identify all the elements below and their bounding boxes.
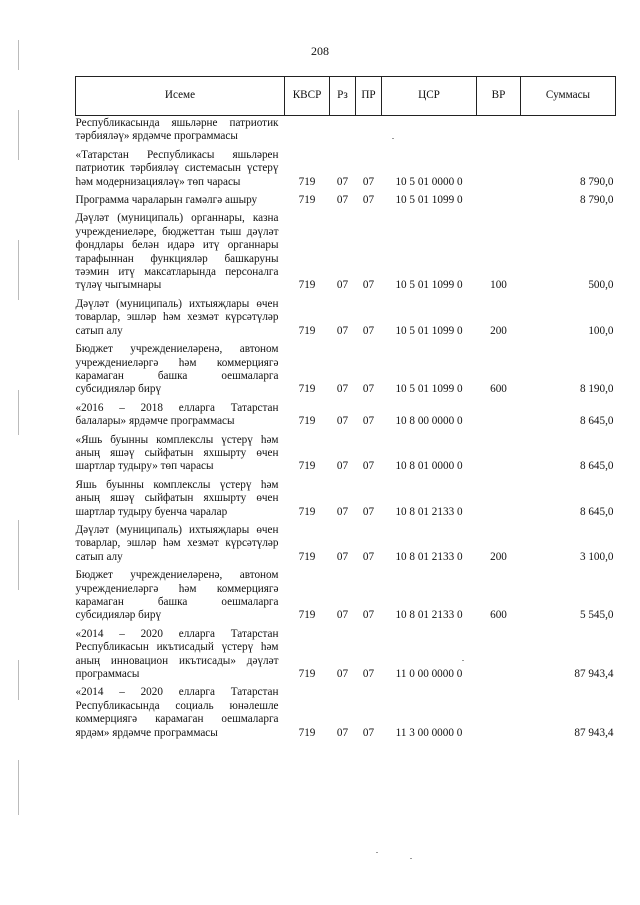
cell-name: Яшь буынны комплекслы үстерү һәм аның яшәү сыйфатын яхшырту өчен шартлар тудыру буенча чаралар [75, 478, 279, 518]
cell-rz [330, 116, 356, 148]
cell-kvsr: 719 [298, 415, 316, 428]
cell-name: «Яшь буынны комплекслы үстерү һәм аның яшәү сыйфатын яхшырту өчен шартлар тудыру» төп чарасы [75, 433, 279, 473]
cell-pr: 07 [362, 668, 375, 681]
cell-rz: 07 [336, 194, 349, 207]
col-header-kvsr: КВСР [285, 77, 330, 116]
cell-sum: 8 645,0 [579, 415, 614, 428]
cell-pr: 07 [362, 460, 375, 473]
table-row [76, 523, 616, 568]
cell-name: «Татарстан Республикасы яшьләрен патриотик тәрбияләү системасын үстерү һәм модернизацияләү» төп чарасы [75, 148, 279, 188]
cell-csr: 10 8 00 0000 0 [395, 415, 463, 428]
cell-pr: 07 [362, 415, 375, 428]
cell-pr: 07 [362, 279, 375, 292]
cell-vr [477, 148, 521, 193]
cell-vr: 200 [490, 324, 507, 337]
cell-rz: 07 [336, 383, 349, 396]
cell-vr: 200 [490, 550, 507, 563]
cell-pr [356, 116, 382, 148]
cell-rz: 07 [336, 279, 349, 292]
table-row [76, 401, 616, 433]
cell-rz: 07 [336, 726, 349, 739]
cell-pr: 07 [362, 505, 375, 518]
cell-sum: 8 790,0 [579, 194, 614, 207]
cell-csr: 10 5 01 0000 0 [395, 175, 463, 188]
cell-name: «2014 – 2020 елларга Татарстан Республикасын икътисадый үстерү һәм аның инновацион икътисады» дәүләт программасы [75, 627, 279, 681]
cell-csr: 11 0 00 0000 0 [395, 668, 463, 681]
cell-pr: 07 [362, 194, 375, 207]
cell-csr: 10 5 01 1099 0 [395, 383, 463, 396]
table-row [76, 297, 616, 342]
cell-kvsr [285, 116, 330, 148]
table-row [76, 193, 616, 211]
left-margin-marks [18, 0, 20, 905]
col-header-csr: ЦСР [382, 77, 477, 116]
cell-rz: 07 [336, 460, 349, 473]
table-header-row [76, 77, 616, 116]
scan-speck [410, 858, 412, 859]
cell-sum: 5 545,0 [579, 609, 614, 622]
cell-vr: 100 [490, 279, 507, 292]
cell-pr: 07 [362, 726, 375, 739]
cell-kvsr: 719 [298, 383, 316, 396]
col-header-rz: Рз [330, 77, 356, 116]
cell-sum: 100,0 [588, 324, 614, 337]
cell-kvsr: 719 [298, 609, 316, 622]
scan-speck [376, 852, 378, 853]
cell-csr: 11 3 00 0000 0 [395, 726, 463, 739]
table-row [76, 342, 616, 401]
cell-rz: 07 [336, 550, 349, 563]
cell-vr [477, 193, 521, 211]
table-row [76, 148, 616, 193]
cell-csr: 10 8 01 0000 0 [395, 460, 463, 473]
cell-pr: 07 [362, 324, 375, 337]
table-row [76, 627, 616, 686]
cell-csr: 10 5 01 1099 0 [395, 194, 463, 207]
cell-sum: 87 943,4 [574, 726, 614, 739]
cell-name: Бюджет учреждениеләренә, автоном учреждениеләргә һәм коммерциягә карамаган башка оешмаларга субсидияләр бирү [75, 343, 279, 396]
col-header-sum: Суммасы [521, 77, 616, 116]
cell-name: Дәүләт (муниципаль) органнары, казна учреждениеләре, бюджеттан тыш дәүләт фондлары белән идарә итү органнары тарафыннан функцияләр башкаруны тәэмин итү максатларында персоналга түләү чыгымнары [75, 212, 279, 292]
cell-vr [477, 401, 521, 433]
cell-kvsr: 719 [298, 279, 316, 292]
col-header-pr: ПР [356, 77, 382, 116]
cell-name: «2014 – 2020 елларга Татарстан Республикасында социаль юнәлешле коммерциягә карамаган оешмаларга ярдәм» ярдәмче программасы [75, 686, 279, 739]
cell-pr: 07 [362, 175, 375, 188]
cell-name: Программа чараларын гамәлгә ашыру [75, 194, 258, 207]
cell-sum: 8 645,0 [579, 505, 614, 518]
cell-sum: 8 790,0 [579, 175, 614, 188]
cell-kvsr: 719 [298, 668, 316, 681]
cell-name: Дәүләт (муниципаль) ихтыяҗлары өчен товарлар, эшләр һәм хезмәт күрсәтүләр сатып алу [75, 297, 279, 337]
page-number: 208 [311, 44, 329, 58]
cell-sum: 500,0 [588, 279, 614, 292]
col-header-vr: ВР [477, 77, 521, 116]
table-row [76, 116, 616, 148]
cell-csr: 10 8 01 2133 0 [395, 550, 463, 563]
cell-rz: 07 [336, 415, 349, 428]
cell-kvsr: 719 [298, 324, 316, 337]
cell-sum [521, 116, 616, 148]
cell-name: «2016 – 2018 елларга Татарстан балалары» ярдәмче программасы [75, 401, 279, 428]
cell-kvsr: 719 [298, 460, 316, 473]
cell-csr: 10 5 01 1099 0 [395, 279, 463, 292]
cell-rz: 07 [336, 668, 349, 681]
table-row [76, 685, 616, 744]
cell-vr [477, 627, 521, 686]
cell-sum: 8 645,0 [579, 460, 614, 473]
cell-name: Дәүләт (муниципаль) ихтыяҗлары өчен товарлар, эшләр һәм хезмәт күрсәтүләр сатып алу [75, 523, 279, 563]
cell-name: Республикасында яшьләрне патриотик тәрбияләү» ярдәмче программасы [75, 117, 279, 143]
cell-name: Бюджет учреждениеләренә, автоном учреждениеләргә һәм коммерциягә карамаган башка оешмаларга субсидияләр бирү [75, 569, 279, 622]
cell-rz: 07 [336, 175, 349, 188]
cell-kvsr: 719 [298, 726, 316, 739]
cell-csr: 10 8 01 2133 0 [395, 609, 463, 622]
cell-vr: 600 [490, 383, 507, 396]
budget-table [75, 76, 616, 744]
cell-kvsr: 719 [298, 194, 316, 207]
table-row [76, 433, 616, 478]
table-row [76, 478, 616, 523]
cell-rz: 07 [336, 609, 349, 622]
table-row [76, 568, 616, 627]
cell-csr: 10 8 01 2133 0 [395, 505, 463, 518]
cell-kvsr: 719 [298, 505, 316, 518]
cell-pr: 07 [362, 550, 375, 563]
cell-pr: 07 [362, 609, 375, 622]
cell-vr [477, 433, 521, 478]
table-body [76, 116, 616, 745]
cell-csr: 10 5 01 1099 0 [395, 324, 463, 337]
table-row [76, 211, 616, 296]
cell-vr [477, 478, 521, 523]
col-header-name: Исеме [76, 77, 285, 116]
cell-sum: 8 190,0 [579, 383, 614, 396]
cell-sum: 3 100,0 [579, 550, 614, 563]
cell-kvsr: 719 [298, 175, 316, 188]
cell-rz: 07 [336, 505, 349, 518]
cell-pr: 07 [362, 383, 375, 396]
cell-vr: 600 [490, 609, 507, 622]
cell-vr [477, 116, 521, 148]
cell-csr [382, 116, 477, 148]
cell-vr [477, 685, 521, 744]
cell-kvsr: 719 [298, 550, 316, 563]
cell-rz: 07 [336, 324, 349, 337]
cell-sum: 87 943,4 [574, 668, 614, 681]
